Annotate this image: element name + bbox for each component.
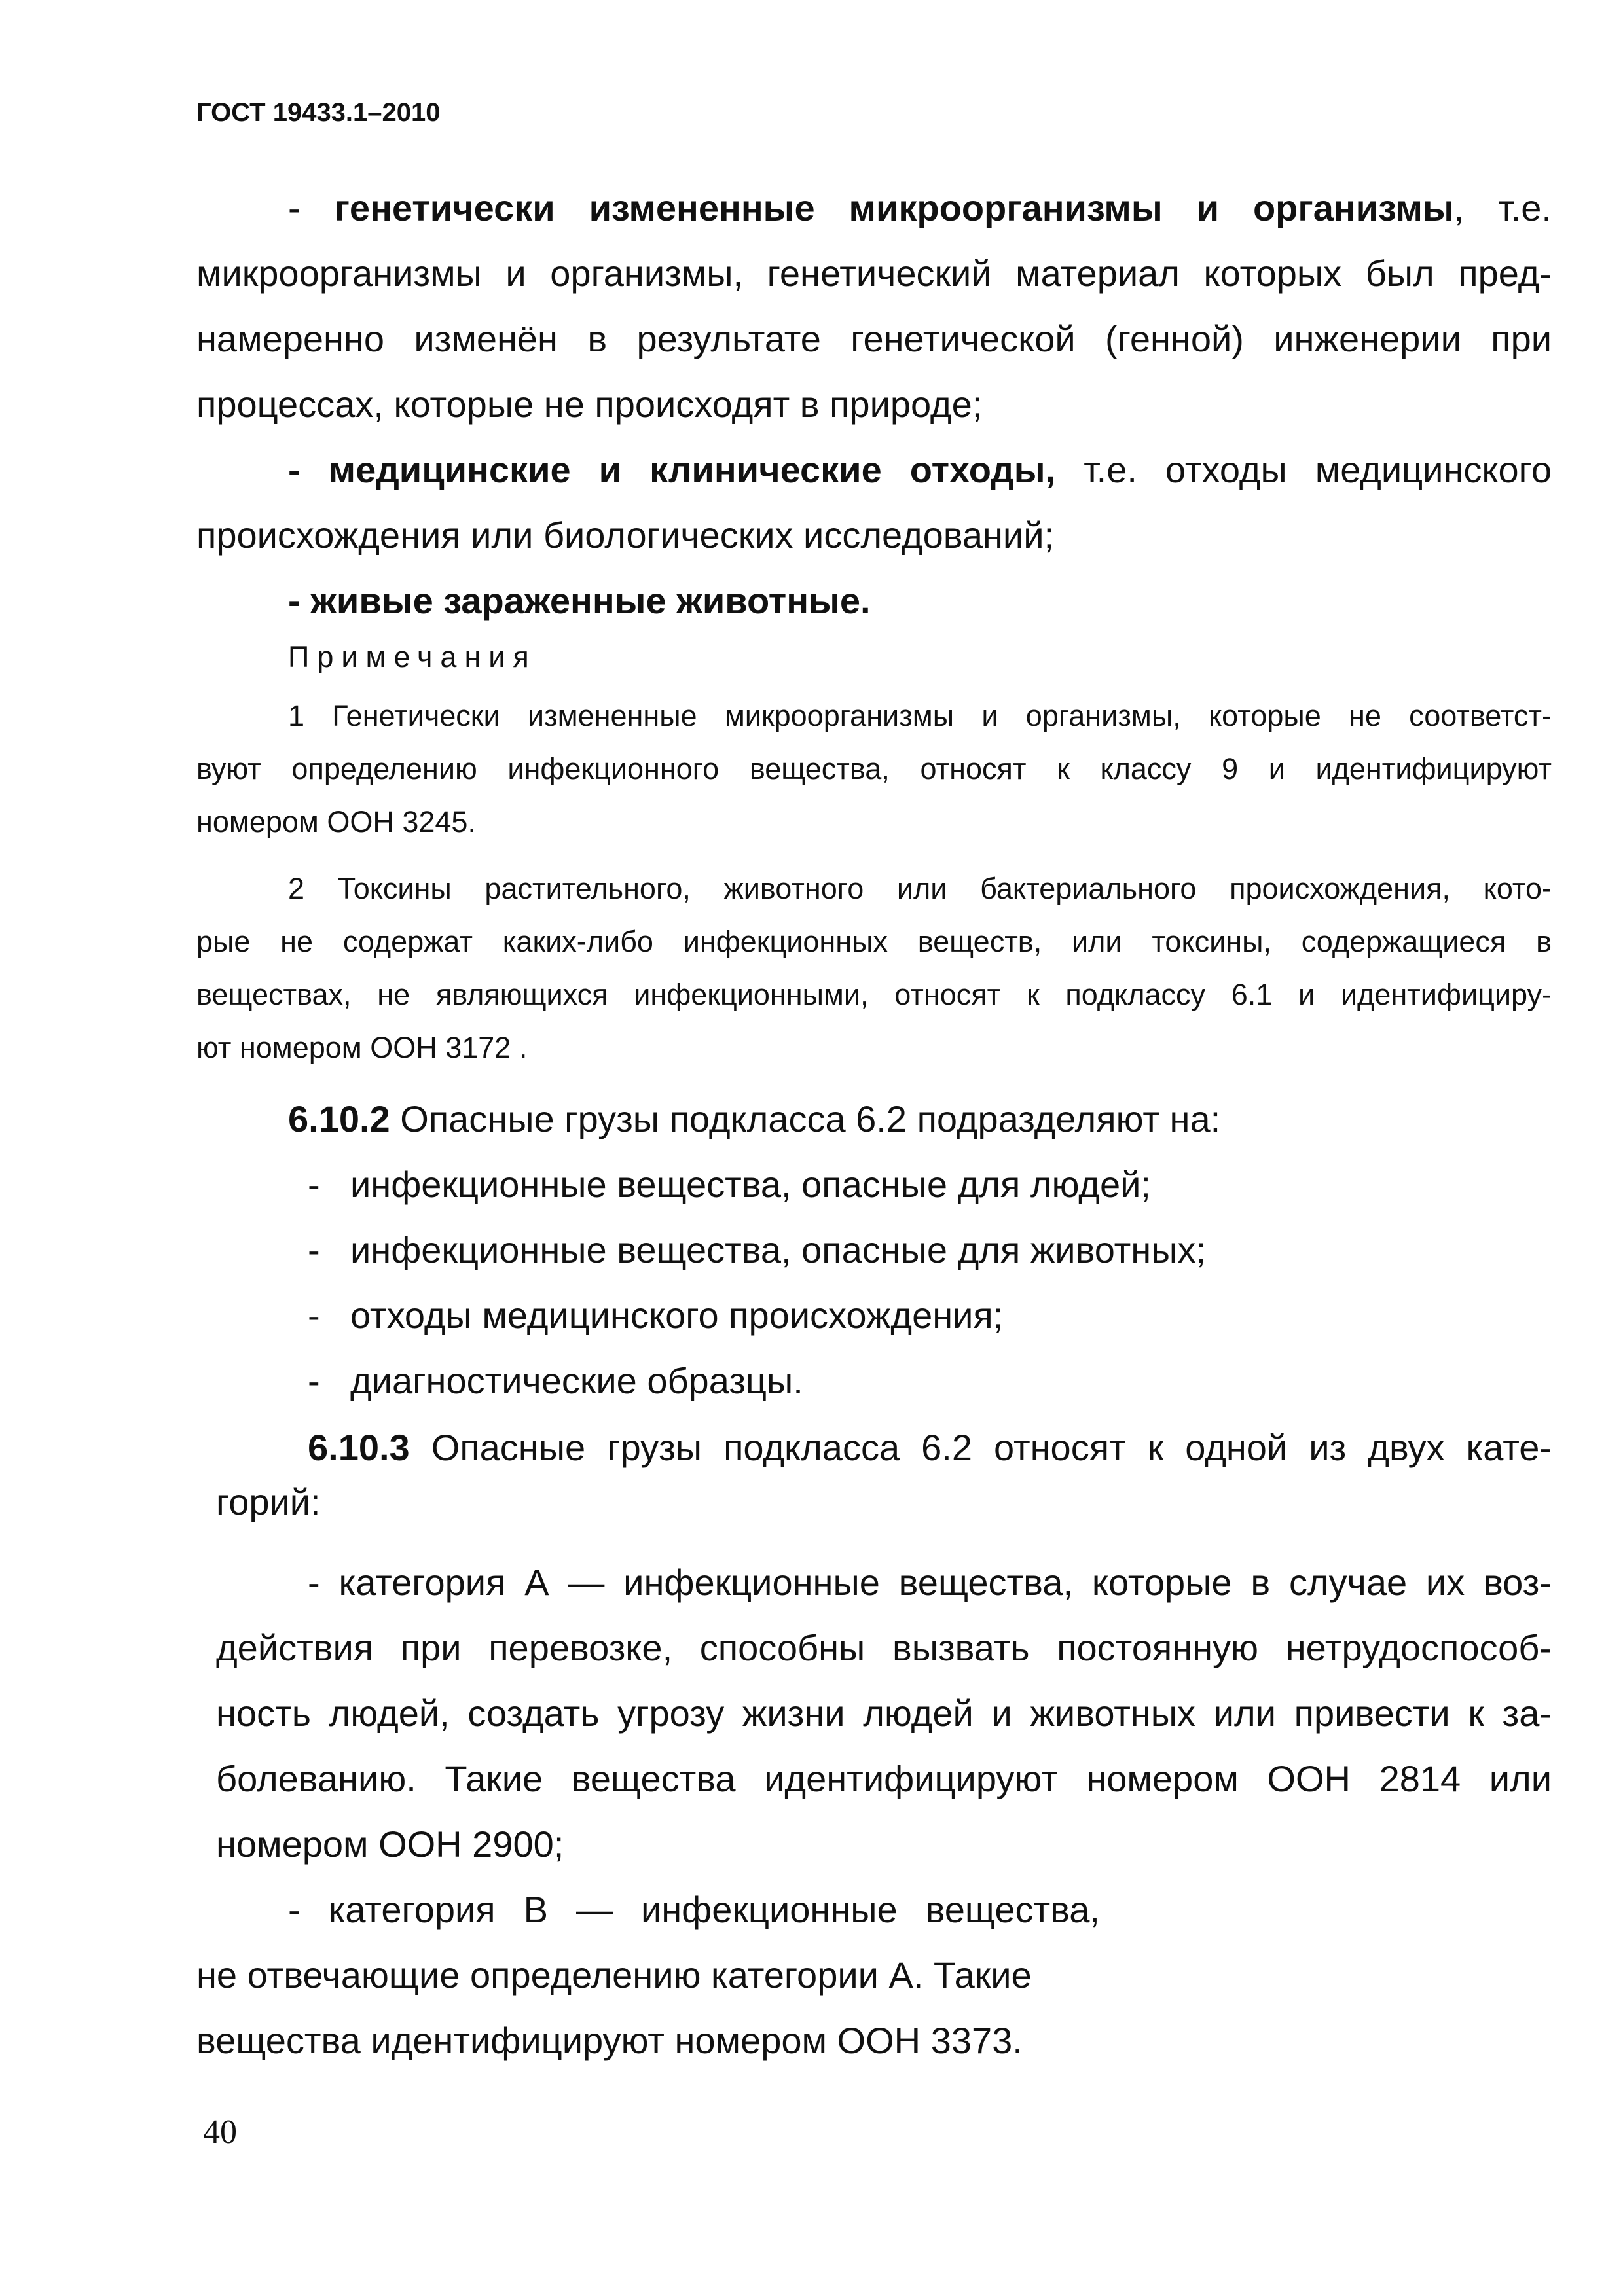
list-item: отходы медицинского происхождения; <box>350 1295 1004 1336</box>
medical-line-1 <box>288 437 1552 503</box>
section-6-10-2-number: 6.10.2 <box>288 1098 390 1139</box>
category-a-line-3: ность людей, создать угрозу жизни людей и животных или привести к за- <box>216 1693 1552 1734</box>
note-2-line-1: 2 Токсины растительного, животного или бактериального происхождения, кото- <box>288 872 1552 905</box>
list-item-dash: - <box>308 1295 320 1336</box>
list-item: диагностические образцы. <box>350 1360 803 1401</box>
category-b-line-1: - категория В — инфекционные вещества, <box>288 1889 1100 1930</box>
category-a-line-4: болеванию. Такие вещества идентифицируют номером ООН 2814 или <box>216 1758 1552 1799</box>
medical-line-1-rest: т.е. отходы медицинского <box>1055 449 1552 490</box>
gmo-line-4: процессах, которые не происходят в природе; <box>196 384 983 425</box>
list-item-dash: - <box>308 1360 320 1401</box>
section-6-10-3-line-2: горий: <box>216 1481 321 1522</box>
medical-term: - медицинские и клинические отходы, <box>288 449 1056 490</box>
note-1-line-1: 1 Генетически измененные микроорганизмы и организмы, которые не соответст- <box>288 699 1552 732</box>
document-code-header: ГОСТ 19433.1–2010 <box>196 98 441 127</box>
list-item: инфекционные вещества, опасные для людей; <box>350 1164 1151 1205</box>
note-1-line-3: номером ООН 3245. <box>196 805 476 838</box>
list-item: инфекционные вещества, опасные для животных; <box>350 1229 1207 1270</box>
gmo-line-3: намеренно изменён в результате генетической (генной) инженерии при <box>196 318 1552 359</box>
list-item-dash: - <box>308 1229 320 1270</box>
animals-term: - живые зараженные животные. <box>288 580 871 621</box>
gmo-line-1 <box>288 175 1552 241</box>
gmo-line-1-rest: , т.е. <box>1453 187 1552 228</box>
category-a-line-2: действия при перевозке, способны вызвать постоянную нетрудоспособ- <box>216 1627 1552 1668</box>
category-a-line-5: номером ООН 2900; <box>216 1823 564 1865</box>
gmo-line-2: микроорганизмы и организмы, генетический материал которых был пред- <box>196 253 1552 294</box>
gmo-dash: - <box>288 187 335 228</box>
page-number: 40 <box>203 2113 237 2151</box>
category-b-line-3: вещества идентифицируют номером ООН 3373. <box>196 2020 1023 2061</box>
note-2-line-4: ют номером ООН 3172 . <box>196 1031 528 1064</box>
section-6-10-3-line-1-rest: Опасные грузы подкласса 6.2 относят к одной из двух кате- <box>409 1427 1552 1468</box>
section-6-10-2-text: Опасные грузы подкласса 6.2 подразделяют на: <box>390 1098 1221 1139</box>
medical-line-2: происхождения или биологических исследований; <box>196 514 1055 556</box>
notes-title: Примечания <box>288 640 537 673</box>
note-2-line-2: рые не содержат каких-либо инфекционных веществ, или токсины, содержащиеся в <box>196 925 1552 958</box>
category-a-line-1: - категория А — инфекционные вещества, которые в случае их воз- <box>308 1562 1552 1603</box>
gmo-term: генетически измененные микроорганизмы и организмы <box>334 187 1454 228</box>
animals-line <box>288 568 871 634</box>
section-6-10-3-line-1 <box>308 1415 1552 1480</box>
note-2-line-3: веществах, не являющихся инфекционными, относят к подклассу 6.1 и идентифициру- <box>196 978 1552 1011</box>
section-6-10-2 <box>288 1086 1220 1152</box>
note-1-line-2: вуют определению инфекционного вещества, относят к классу 9 и идентифицируют <box>196 752 1552 785</box>
category-b-line-2: не отвечающие определению категории А. Такие <box>196 1954 1032 1996</box>
list-item-dash: - <box>308 1164 320 1205</box>
section-6-10-3-number: 6.10.3 <box>308 1427 410 1468</box>
